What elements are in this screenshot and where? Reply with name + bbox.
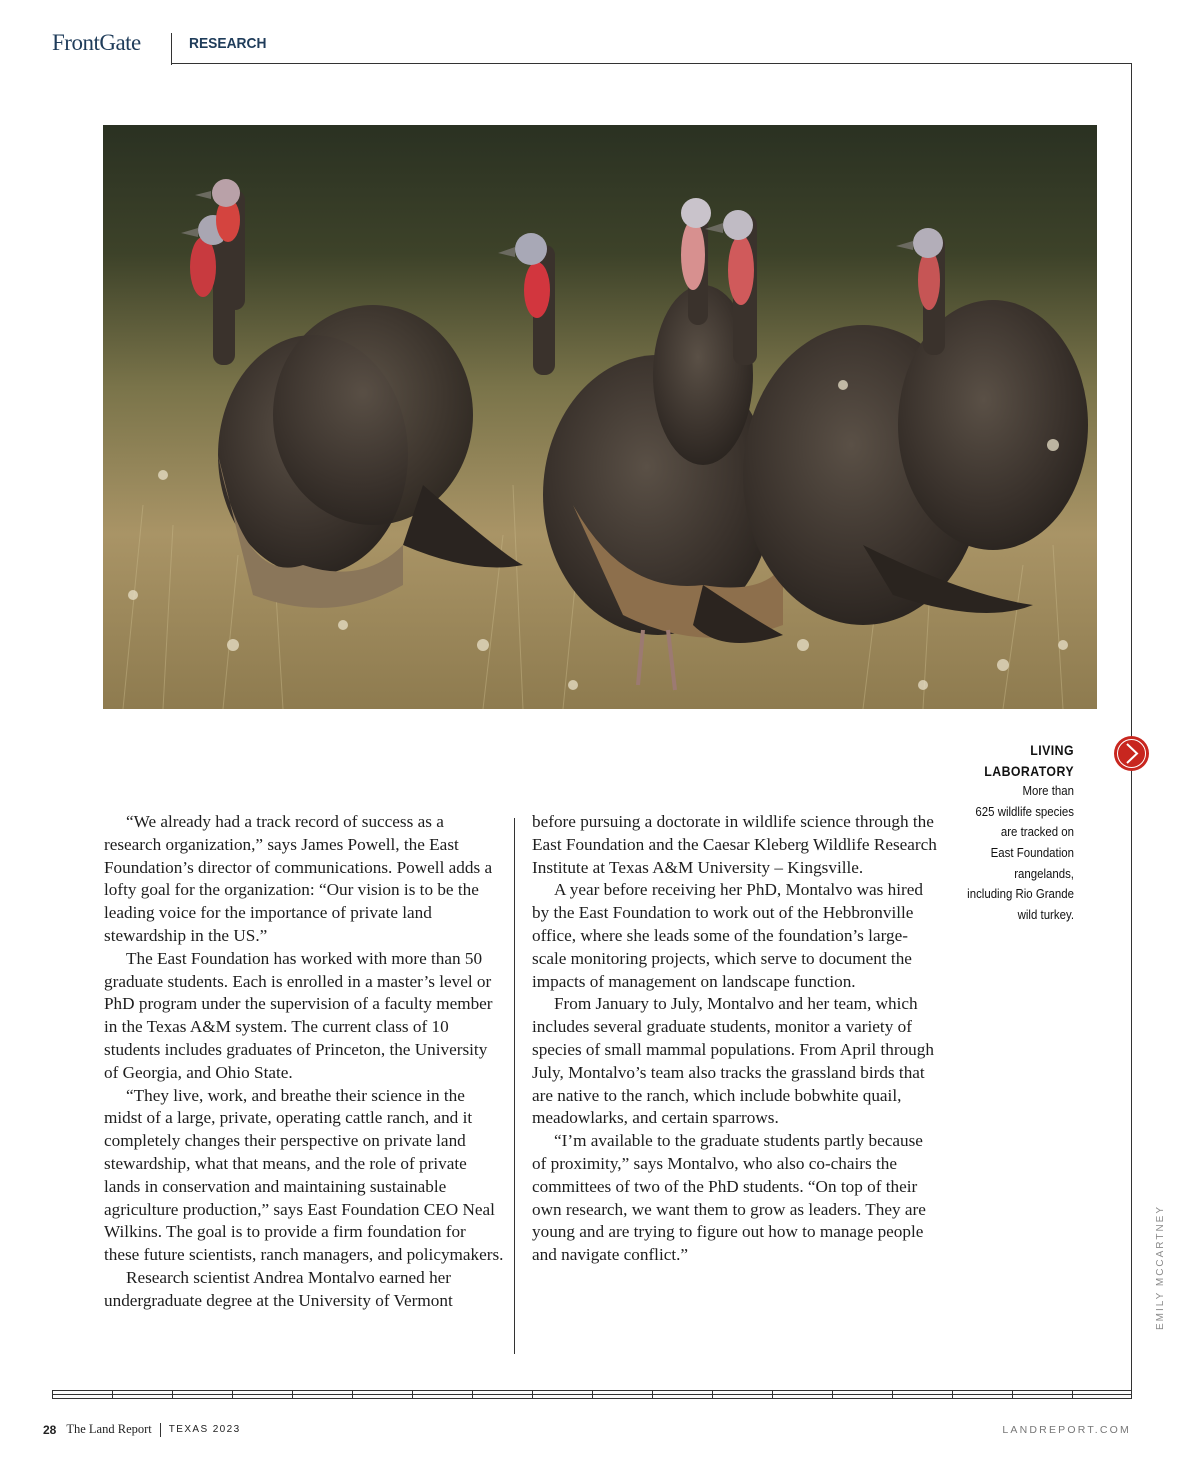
header-divider bbox=[171, 33, 172, 65]
page-number: 28 bbox=[43, 1422, 57, 1437]
brand-logo: FrontGate bbox=[52, 30, 141, 55]
caption-title-line2: LABORATORY bbox=[984, 762, 1074, 779]
magazine-name: The Land Report bbox=[66, 1422, 152, 1436]
article-column-2 bbox=[532, 811, 937, 1267]
caption-line: including Rio Grande bbox=[967, 886, 1074, 902]
photo-caption bbox=[924, 740, 1074, 925]
frame-right-rule bbox=[1131, 63, 1132, 1396]
website-link[interactable]: LANDREPORT.COM bbox=[1002, 1424, 1131, 1436]
photo-credit: EMILY MCCARTNEY bbox=[1155, 1204, 1166, 1330]
column-divider bbox=[514, 818, 515, 1354]
footer-folio bbox=[43, 1422, 241, 1437]
caption-line: East Foundation bbox=[990, 844, 1074, 860]
section-label: RESEARCH bbox=[189, 35, 267, 52]
article-paragraph: before pursuing a doctorate in wildlife science through the East Foundation and the Caesar Kleberg Wildlife Research Institute at Texas A&M University – Kingsville. bbox=[532, 812, 937, 877]
footer-divider bbox=[160, 1423, 161, 1437]
article-paragraph: The East Foundation has worked with more than 50 graduate students. Each is enrolled in a master’s level or PhD program under the supervision of a faculty member in the Texas A&M system. The current class of 10 students includes graduates of Princeton, the University of Georgia, and Ohio State. bbox=[104, 948, 493, 1082]
article-paragraph: From January to July, Montalvo and her team, which includes several graduate students, monitor a variety of species of small mammal populations. From April through July, Montalvo’s team also tracks the grassland birds that are native to the ranch, which include bobwhite quail, meadowlarks, and certain sparrows. bbox=[532, 994, 934, 1128]
article-paragraph: Research scientist Andrea Montalvo earned her undergraduate degree at the University of Vermont bbox=[104, 1267, 453, 1310]
article-paragraph: “I’m available to the graduate students partly because of proximity,” says Montalvo, who also co-chairs the committees of two of the PhD students. “On top of their own research, we want them to grow as leaders. They are young and are trying to figure out how to manage people and navigate conflict.” bbox=[532, 1131, 926, 1265]
issue-label: TEXAS 2023 bbox=[168, 1424, 241, 1435]
photo-illustration bbox=[103, 125, 1097, 709]
chevron-right-icon bbox=[1114, 736, 1149, 771]
caption-title-line1: LIVING bbox=[1030, 742, 1074, 758]
footer-rule-band bbox=[52, 1390, 1132, 1399]
next-page-button[interactable] bbox=[1114, 736, 1149, 771]
caption-line: 625 wildlife species bbox=[975, 803, 1074, 819]
frame-top-rule bbox=[171, 63, 1132, 64]
article-paragraph: “We already had a track record of success as a research organization,” says James Powell, the East Foundation’s director of communications. Powell adds a lofty goal for the organization: “Our vision is to be the leading voice for the importance of private land stewardship in the US.” bbox=[104, 812, 493, 945]
article-column-1 bbox=[104, 811, 504, 1313]
article-paragraph: A year before receiving her PhD, Montalvo was hired by the East Foundation to work out of the Hebbronville office, where she leads some of the foundation’s large-scale monitoring projects, which serve to document the impacts of management on landscape function. bbox=[532, 880, 923, 991]
wild-turkeys-photo bbox=[103, 125, 1097, 709]
caption-line: More than bbox=[1022, 783, 1074, 799]
article-paragraph: “They live, work, and breathe their science in the midst of a large, private, operating cattle ranch, and it completely changes their perspective on private land stewardship, what that means, and the role of private lands in conservation and maintaining sustainable agriculture production,” says East Foundation CEO Neal Wilkins. The goal is to provide a firm foundation for these future scientists, ranch managers, and policymakers. bbox=[104, 1085, 504, 1265]
caption-line: rangelands, bbox=[1014, 865, 1074, 881]
caption-line: wild turkey. bbox=[1017, 906, 1074, 922]
caption-line: are tracked on bbox=[1000, 824, 1074, 840]
